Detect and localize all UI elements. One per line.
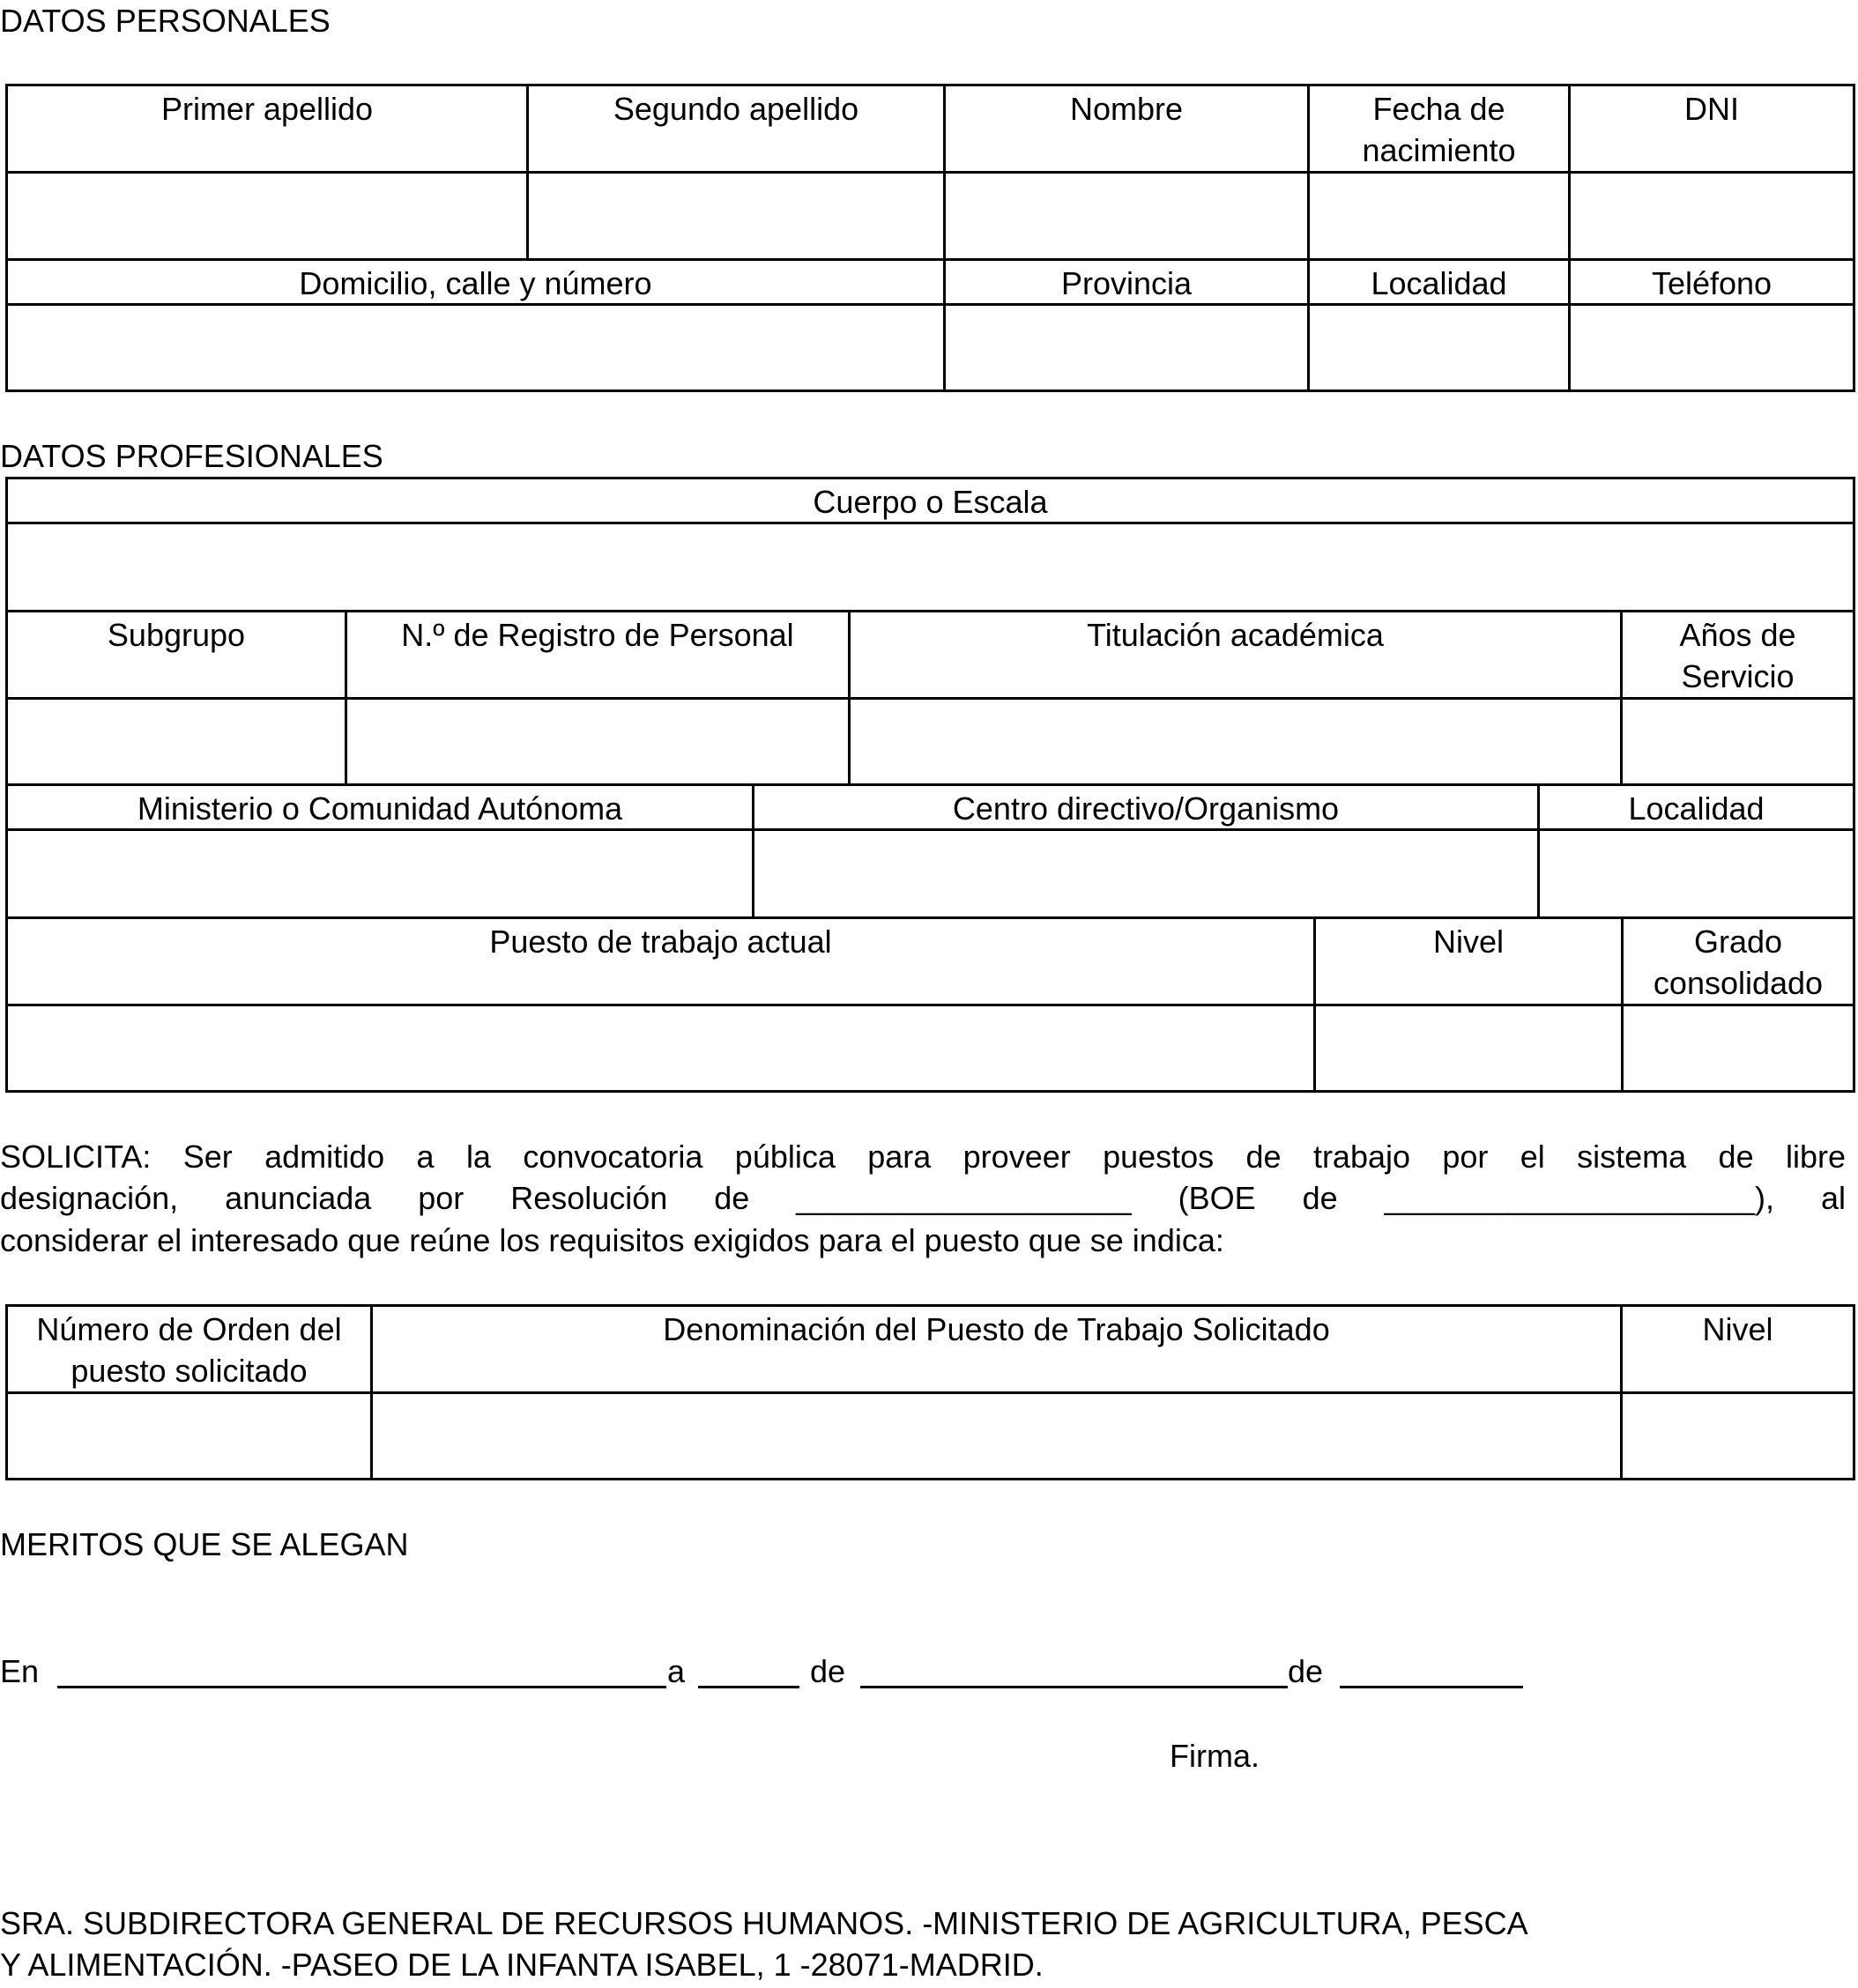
addressee-line-2: Y ALIMENTACIÓN. -PASEO DE LA INFANTA ISABEL, 1 -28071-MADRID. — [0, 1947, 1044, 1983]
header-ministerio: Ministerio o Comunidad Autónoma — [5, 783, 754, 831]
input-nivel-solicitado[interactable] — [1620, 1391, 1855, 1480]
input-primer-apellido[interactable] — [5, 171, 529, 261]
header-registro-personal: N.º de Registro de Personal — [345, 610, 851, 700]
input-nombre[interactable] — [943, 171, 1310, 261]
input-localidad[interactable] — [1307, 303, 1571, 392]
header-centro-directivo: Centro directivo/Organismo — [752, 783, 1540, 831]
header-nombre: Nombre — [943, 84, 1310, 174]
addressee-line-1: SRA. SUBDIRECTORA GENERAL DE RECURSOS HUMANOS. -MINISTERIO DE AGRICULTURA, PESCA — [0, 1905, 1528, 1941]
input-numero-orden[interactable] — [5, 1391, 373, 1480]
date-line — [0, 1650, 1858, 1695]
input-denominacion[interactable] — [370, 1391, 1623, 1480]
input-anos-servicio[interactable] — [1620, 697, 1855, 786]
header-titulacion: Titulación académica — [848, 610, 1623, 700]
input-fecha-nacimiento[interactable] — [1307, 171, 1571, 261]
year-blank[interactable] — [1340, 1686, 1523, 1688]
solicita-line-3: considerar el interesado que reúne los requisitos exigidos para el puesto que se indica: — [0, 1222, 1224, 1258]
day-blank[interactable] — [698, 1686, 799, 1688]
header-segundo-apellido: Segundo apellido — [526, 84, 946, 174]
place-blank[interactable] — [57, 1686, 666, 1688]
solicita-line-1: SOLICITA: Ser admitido a la convocatoria pública para proveer puestos de trabajo por el sistema de libre — [0, 1139, 1846, 1175]
input-subgrupo[interactable] — [5, 697, 347, 786]
header-domicilio: Domicilio, calle y número — [5, 258, 946, 306]
input-domicilio[interactable] — [5, 303, 946, 392]
header-denominacion: Denominación del Puesto de Trabajo Solicitado — [370, 1304, 1623, 1394]
header-fecha-nacimiento: Fecha de nacimiento — [1307, 84, 1571, 174]
section-title-professional: DATOS PROFESIONALES — [0, 438, 383, 474]
input-puesto-actual[interactable] — [5, 1004, 1316, 1093]
input-segundo-apellido[interactable] — [526, 171, 946, 261]
header-nivel-solicitado: Nivel — [1620, 1304, 1855, 1394]
input-nivel[interactable] — [1313, 1004, 1624, 1093]
input-registro-personal[interactable] — [345, 697, 851, 786]
input-dni[interactable] — [1568, 171, 1855, 261]
input-localidad-prof[interactable] — [1537, 828, 1855, 919]
header-localidad-prof: Localidad — [1537, 783, 1855, 831]
header-grado-consolidado: Grado consolidado — [1621, 916, 1855, 1006]
input-titulacion[interactable] — [848, 697, 1623, 786]
header-anos-servicio: Años de Servicio — [1620, 610, 1855, 700]
input-centro-directivo[interactable] — [752, 828, 1540, 919]
en-label: En — [0, 1653, 40, 1689]
header-numero-orden: Número de Orden del puesto solicitado — [5, 1304, 373, 1394]
header-subgrupo: Subgrupo — [5, 610, 347, 700]
input-ministerio[interactable] — [5, 828, 754, 919]
header-localidad: Localidad — [1307, 258, 1571, 306]
header-dni: DNI — [1568, 84, 1855, 174]
header-primer-apellido: Primer apellido — [5, 84, 529, 174]
section-title-personal: DATOS PERSONALES — [0, 3, 331, 39]
input-cuerpo-escala[interactable] — [5, 522, 1855, 612]
header-puesto-actual: Puesto de trabajo actual — [5, 916, 1316, 1006]
meritos-heading: MERITOS QUE SE ALEGAN — [0, 1526, 409, 1562]
header-telefono: Teléfono — [1568, 258, 1855, 306]
input-grado-consolidado[interactable] — [1621, 1004, 1855, 1093]
firma-label: Firma. — [1170, 1738, 1260, 1774]
header-nivel: Nivel — [1313, 916, 1624, 1006]
de-label-1: de — [810, 1653, 846, 1689]
de-label-2: de — [1288, 1653, 1324, 1689]
header-cuerpo-escala: Cuerpo o Escala — [5, 477, 1855, 524]
input-telefono[interactable] — [1568, 303, 1855, 392]
header-provincia: Provincia — [943, 258, 1310, 306]
solicita-line-2: designación, anunciada por Resolución de ___________________ (BOE de _____________________), al — [0, 1180, 1846, 1216]
month-blank[interactable] — [860, 1686, 1288, 1688]
a-label: a — [667, 1653, 686, 1689]
input-provincia[interactable] — [943, 303, 1310, 392]
